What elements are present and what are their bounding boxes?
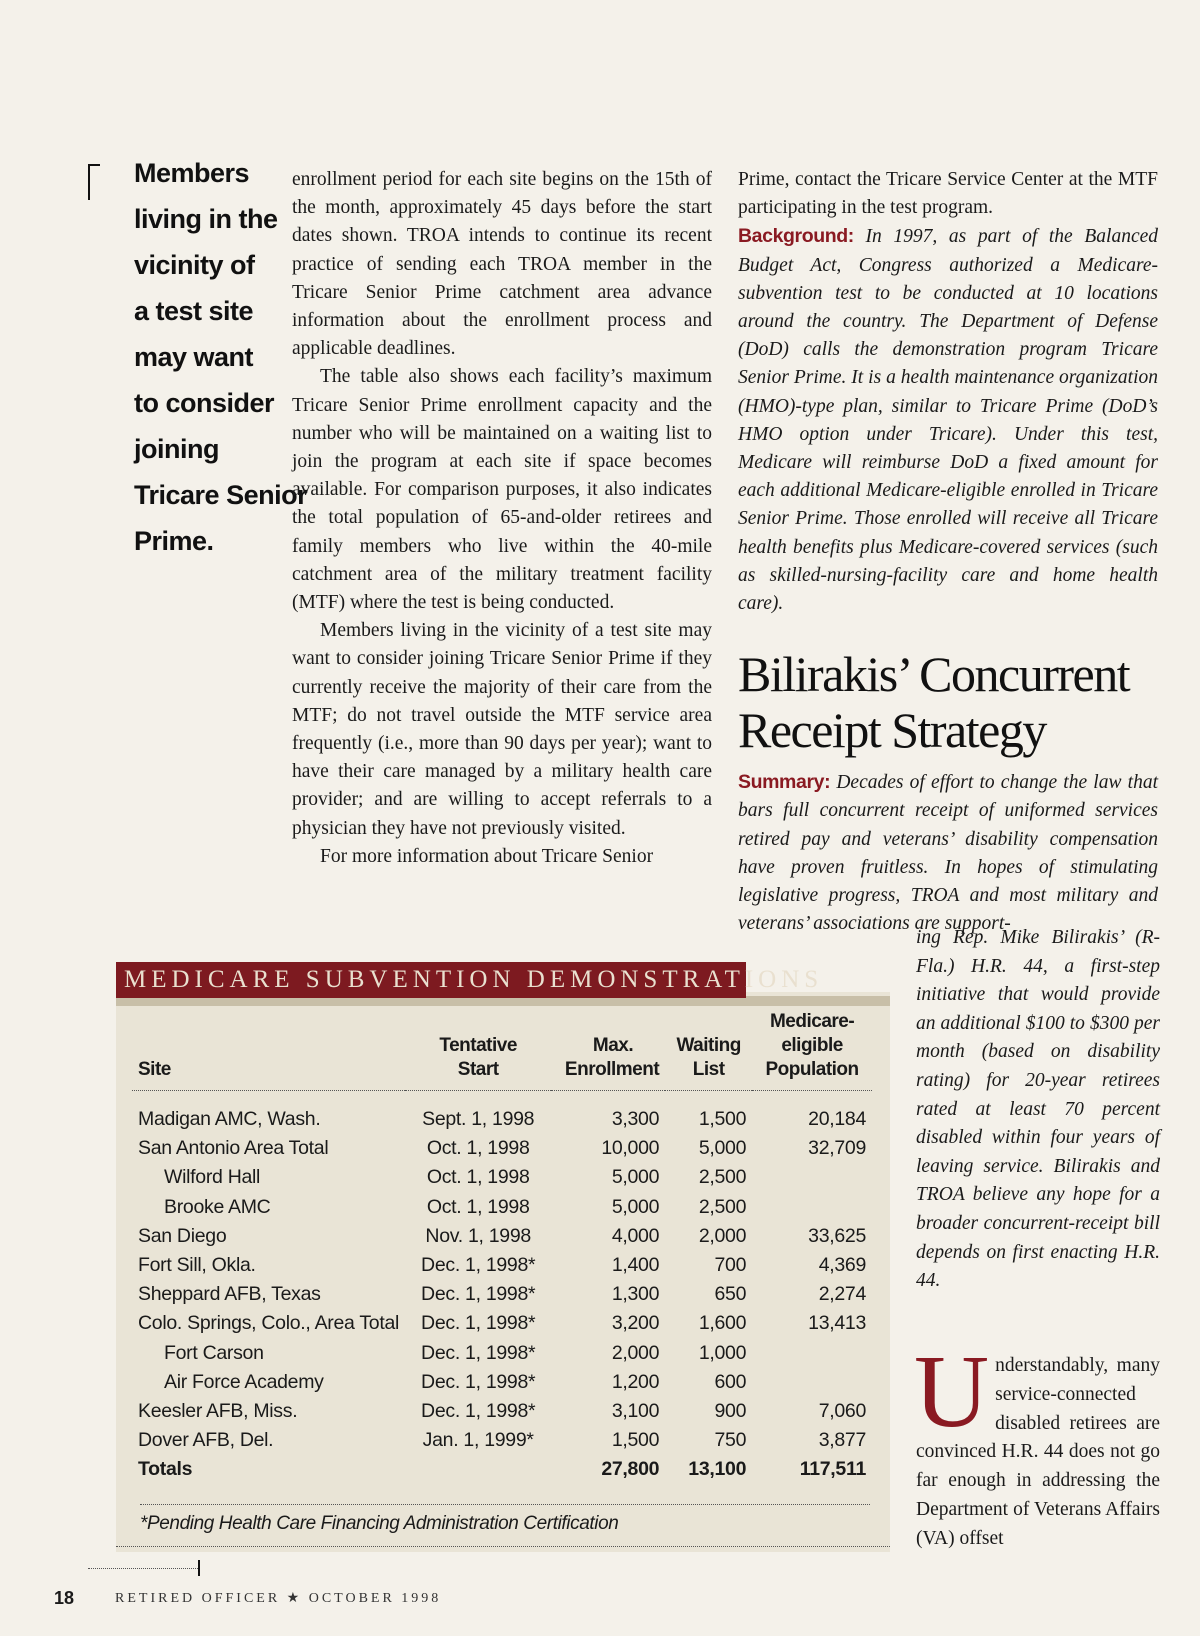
cell-start: Dec. 1, 1998* [421, 1283, 536, 1306]
cell-pop: 4,369 [818, 1254, 866, 1277]
table-footnote: *Pending Health Care Financing Administration Certification [140, 1504, 870, 1535]
cell-start: Dec. 1, 1998* [421, 1400, 536, 1423]
cell-max: 1,300 [611, 1283, 660, 1306]
table-row [132, 1309, 872, 1338]
cell-max: 1,500 [611, 1429, 660, 1452]
cell-wait: 600 [714, 1370, 747, 1393]
body-paragraph: Prime, contact the Tricare Service Center at the MTF participating in the test program. [738, 169, 1158, 219]
cell-pop: 20,184 [808, 1108, 866, 1130]
cell-start: Jan. 1, 1999* [422, 1429, 534, 1452]
header-site: Site [132, 1010, 405, 1091]
table-row [132, 1397, 872, 1426]
cell-max: 27,800 [601, 1458, 660, 1481]
cell-start: Oct. 1, 1998 [426, 1137, 530, 1160]
cell-site: Air Force Academy [164, 1370, 324, 1393]
cell-pop: 7,060 [818, 1400, 866, 1423]
table-row [132, 1339, 872, 1368]
cell-wait: 1,500 [698, 1108, 747, 1130]
cell-site: San Diego [138, 1224, 227, 1247]
cell-pop: 117,511 [799, 1458, 866, 1481]
table-row [132, 1134, 872, 1163]
cell-max: 3,300 [611, 1108, 660, 1130]
cell-site: Fort Carson [164, 1341, 264, 1364]
table-row [132, 1426, 872, 1455]
body-paragraph: enrollment period for each site begins on the 15th of the month, approximately 45 days before the start dates shown. TROA intends to continue its recent practice of sending each TROA member in the Tricare Senior Prime catchment area advance information about the enrollment process and applicable deadlines. [292, 169, 712, 360]
pullquote [110, 150, 314, 564]
cell-wait: 2,000 [698, 1224, 747, 1247]
header-max: Max. Enrollment [551, 1010, 665, 1091]
cell-pop [752, 1368, 872, 1397]
cell-start: Sept. 1, 1998 [422, 1108, 535, 1130]
pullquote-line: Members [134, 158, 250, 188]
cell-site: Keesler AFB, Miss. [138, 1400, 298, 1423]
background-paragraph [738, 222, 1158, 618]
cell-max: 5,000 [611, 1166, 660, 1189]
table-row [132, 1193, 872, 1222]
body-column-middle [292, 166, 712, 871]
summary-paragraph [738, 768, 1158, 938]
cell-pop: 32,709 [808, 1137, 866, 1160]
cell-start [405, 1455, 551, 1484]
cell-site: Sheppard AFB, Texas [138, 1283, 321, 1306]
cell-max: 2,000 [611, 1341, 660, 1364]
table-row [132, 1163, 872, 1192]
cell-start: Oct. 1, 1998 [426, 1195, 530, 1218]
table-totals-row [132, 1455, 872, 1484]
cell-pop: 3,877 [818, 1429, 866, 1452]
background-text: In 1997, as part of the Balanced Budget Act, Congress authorized a Medicare-subvention test to be conducted at 10 locations around the country. The Department of Defense (DoD) calls the demonstration program Tricare Senior Prime. It is a health maintenance organization (HMO)-type plan, similar to Tricare Prime (DoD’s HMO option under Tricare). Under this test, Medicare will reimburse DoD a fixed amount for each additional Medicare-eligible enrolled in Tricare Senior Prime. Those enrolled will receive all Tricare health benefits plus Medicare-covered services (such as skilled-nursing-facility care and home health care). [738, 226, 1158, 615]
cell-pop [752, 1193, 872, 1222]
cell-wait: 2,500 [698, 1166, 747, 1189]
cell-site: Colo. Springs, Colo., Area Total [138, 1312, 400, 1335]
table-row [132, 1222, 872, 1251]
running-title: RETIRED OFFICER ★ OCTOBER 1998 [115, 1591, 442, 1606]
cell-site: San Antonio Area Total [138, 1137, 329, 1160]
pullquote-line: to consider [134, 388, 275, 418]
pullquote-line: a test site [134, 296, 254, 326]
summary-lead: Summary: [738, 771, 831, 794]
cell-wait: 750 [714, 1429, 747, 1452]
demonstrations-table [132, 1010, 872, 1485]
cell-wait: 900 [714, 1400, 747, 1423]
cell-max: 5,000 [611, 1195, 660, 1218]
cell-wait: 13,100 [688, 1458, 747, 1481]
cell-pop [752, 1339, 872, 1368]
cell-wait: 2,500 [698, 1195, 747, 1218]
dropcap-paragraph [914, 1334, 1160, 1554]
footer-tick [198, 1560, 200, 1576]
cell-max: 3,200 [611, 1312, 660, 1335]
cell-start: Oct. 1, 1998 [426, 1166, 530, 1189]
footer-rule [88, 1568, 198, 1569]
cell-site: Brooke AMC [164, 1195, 271, 1218]
cell-max: 10,000 [601, 1137, 660, 1160]
cell-start: Dec. 1, 1998* [421, 1312, 536, 1335]
table-row [132, 1091, 872, 1135]
article-headline: Bilirakis’ Concurrent Receipt Strategy [738, 646, 1130, 759]
body-column-right-continued [916, 924, 1160, 1296]
cell-wait: 1,000 [698, 1341, 747, 1364]
cell-start: Dec. 1, 1998* [421, 1254, 536, 1277]
table-header-row [132, 1010, 872, 1091]
table-row [132, 1280, 872, 1309]
background-lead: Background: [738, 225, 854, 248]
cell-max: 1,400 [611, 1254, 660, 1277]
cell-start: Nov. 1, 1998 [425, 1224, 531, 1247]
cell-site: Fort Sill, Okla. [138, 1254, 256, 1277]
body-column-right [738, 166, 1158, 938]
dropcap-text: nderstandably, many service-connected disabled retirees are convinced H.R. 44 does not go far enough in addressing the Department of Veterans Affairs (VA) offset [916, 1355, 1160, 1549]
table-title: MEDICARE SUBVENTION DEMONSTRATIONS [116, 962, 746, 998]
cell-max: 4,000 [611, 1224, 660, 1247]
pullquote-bracket [88, 164, 100, 200]
cell-site: Madigan AMC, Wash. [138, 1108, 321, 1130]
header-wait: Waiting List [665, 1010, 752, 1091]
cell-wait: 650 [714, 1283, 747, 1306]
table-row [132, 1251, 872, 1280]
pullquote-line: Tricare Senior [134, 480, 308, 510]
body-paragraph: Members living in the vicinity of a test site may want to consider joining Tricare Senior Prime if they currently receive the majority of their care from the MTF; do not travel outside the MTF service area frequently (i.e., more than 90 days per year); want to have their care managed by a military health care provider; and are willing to accept referrals to a physician they have not previously visited. [292, 620, 712, 839]
header-pop: Medicare- eligible Population [752, 1010, 872, 1091]
cell-wait: 5,000 [698, 1137, 747, 1160]
summary-text: Decades of effort to change the law that bars full concurrent receipt of uniformed services retired pay and veterans’ disability compensation have proven fruitless. In hopes of stimulating legislative progress, TROA and most military and veterans’ associations are support- [738, 772, 1158, 935]
cell-site: Dover AFB, Del. [138, 1429, 274, 1452]
table-bottom-rule [116, 1546, 890, 1547]
pullquote-line: vicinity of [134, 250, 255, 280]
cell-pop: 33,625 [808, 1224, 866, 1247]
cell-wait: 1,600 [698, 1312, 747, 1335]
cell-site: Totals [138, 1458, 193, 1481]
page-number: 18 [54, 1588, 75, 1608]
table-row [132, 1368, 872, 1397]
cell-pop: 13,413 [808, 1312, 866, 1335]
pullquote-line: living in the [134, 204, 278, 234]
cell-start: Dec. 1, 1998* [421, 1370, 536, 1393]
pullquote-line: may want [134, 342, 254, 372]
cell-start: Dec. 1, 1998* [421, 1341, 536, 1364]
cell-max: 1,200 [611, 1370, 660, 1393]
cell-site: Wilford Hall [164, 1166, 261, 1189]
cell-pop: 2,274 [818, 1283, 866, 1306]
body-paragraph: The table also shows each facility’s maximum Tricare Senior Prime enrollment capacity and the number who will be maintained on a waiting list to join the program at each site if space becomes available. For comparison purposes, it also indicates the total population of 65-and-older retirees and family members who live within the 40-mile catchment area of the military treatment facility (MTF) where the test is being conducted. [292, 366, 712, 614]
cell-max: 3,100 [611, 1400, 660, 1423]
body-paragraph: For more information about Tricare Senior [320, 845, 654, 867]
cell-pop [752, 1163, 872, 1192]
summary-continued: ing Rep. Mike Bilirakis’ (R-Fla.) H.R. 44, a first-step initiative that would provide an additional $100 to $300 per month (based on disability rating) for 20-year retirees rated at least 70 percent disabled within four years of leaving service. Bilirakis and TROA believe any hope for a broader concurrent-receipt bill depends on first enacting H.R. 44. [916, 927, 1160, 1292]
cell-wait: 700 [714, 1254, 747, 1277]
pullquote-line: joining [134, 434, 219, 464]
header-start: Tentative Start [405, 1010, 551, 1091]
pullquote-line: Prime. [134, 526, 214, 556]
dropcap-letter: U [914, 1334, 990, 1449]
